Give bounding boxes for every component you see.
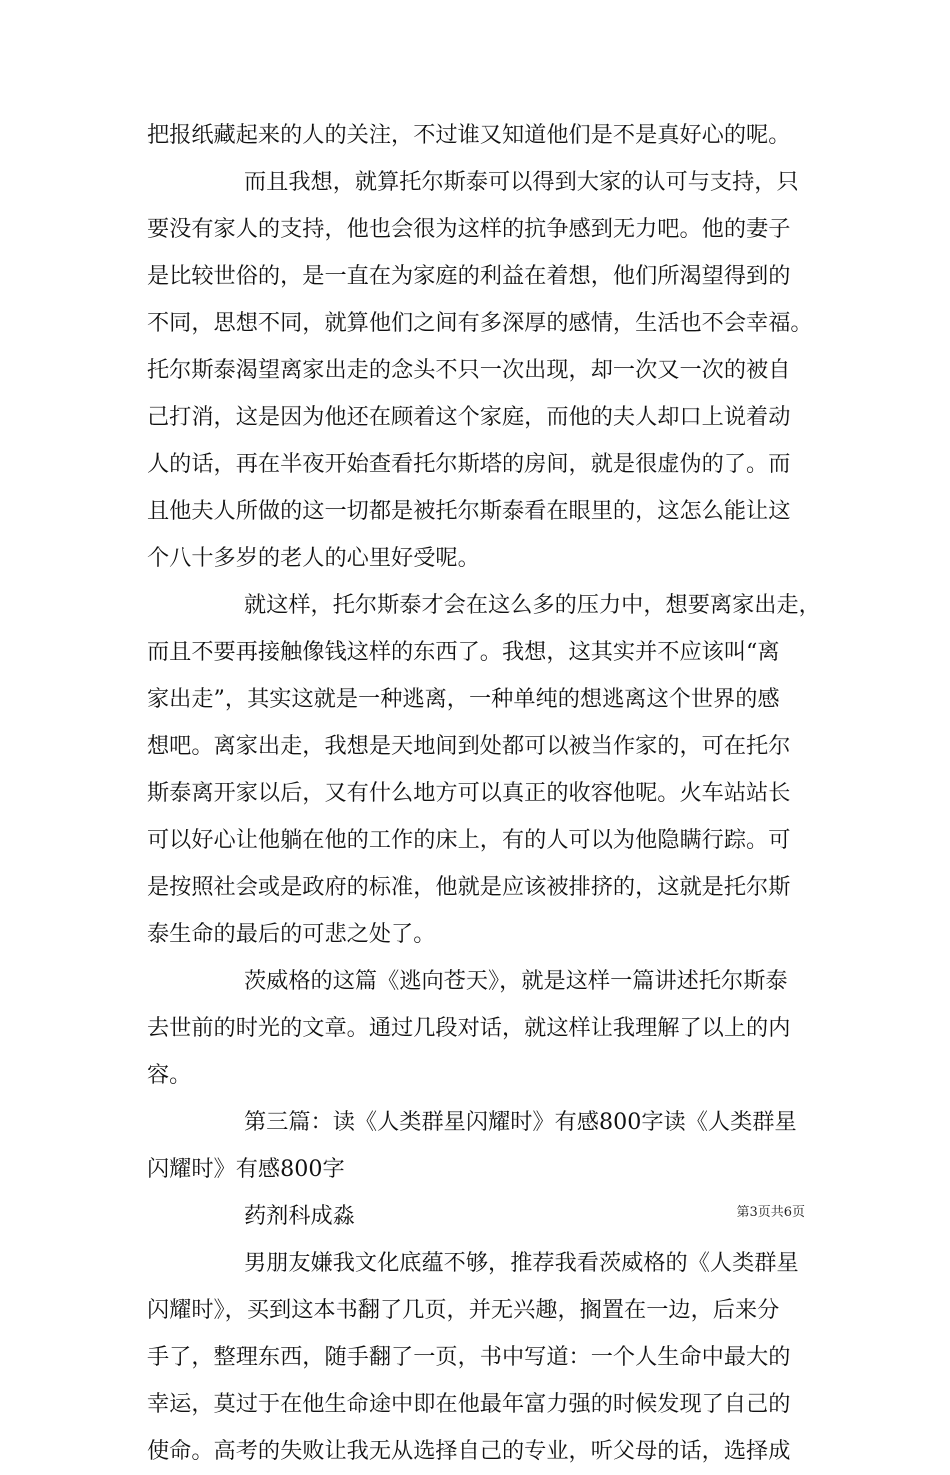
text-line: 可以好心让他躺在他的工作的床上，有的人可以为他隐瞒行踪。可 xyxy=(147,827,791,853)
page-number: 第3页共6页 xyxy=(736,1205,805,1220)
text-line: 人的话，再在半夜开始查看托尔斯塔的房间，就是很虚伪的了。而 xyxy=(147,451,791,477)
body-text xyxy=(147,112,823,1475)
paragraph-start-line: 男朋友嫌我文化底蕴不够，推荐我看茨威格的《人类群星 xyxy=(244,1250,799,1276)
text-line: 把报纸藏起来的人的关注，不过谁又知道他们是不是真好心的呢。 xyxy=(147,122,791,148)
paragraph-start-line: 就这样，托尔斯泰才会在这么多的压力中，想要离家出走， xyxy=(244,592,821,618)
paragraph-start-line: 茨威格的这篇《逃向苍天》，就是这样一篇讲述托尔斯泰 xyxy=(244,968,788,994)
text-line: 不同，思想不同，就算他们之间有多深厚的感情，生活也不会幸福。 xyxy=(147,310,813,336)
section-heading: 第三篇：读《人类群星闪耀时》有感800字读《人类群星 xyxy=(244,1109,797,1135)
text-line: 想吧。离家出走，我想是天地间到处都可以被当作家的，可在托尔 xyxy=(147,733,791,759)
section-heading-continued: 闪耀时》有感800字 xyxy=(147,1156,345,1182)
text-line: 而且不要再接触像钱这样的东西了。我想，这其实并不应该叫“离 xyxy=(147,639,780,665)
paragraph-start-line: 而且我想，就算托尔斯泰可以得到大家的认可与支持，只 xyxy=(244,169,799,195)
text-line: 己打消，这是因为他还在顾着这个家庭，而他的夫人却口上说着动 xyxy=(147,404,791,430)
author-line: 药剂科成淼 xyxy=(244,1203,355,1229)
text-line: 幸运，莫过于在他生命途中即在他最年富力强的时候发现了自己的 xyxy=(147,1391,791,1417)
text-line: 且他夫人所做的这一切都是被托尔斯泰看在眼里的，这怎么能让这 xyxy=(147,498,791,524)
text-line: 斯泰离开家以后，又有什么地方可以真正的收容他呢。火车站站长 xyxy=(147,780,791,806)
text-line: 使命。高考的失败让我无从选择自己的专业，听父母的话，选择成 xyxy=(147,1438,791,1464)
text-line: 个八十多岁的老人的心里好受呢。 xyxy=(147,545,480,571)
text-line: 去世前的时光的文章。通过几段对话，就这样让我理解了以上的内 xyxy=(147,1015,791,1041)
text-line: 闪耀时》，买到这本书翻了几页，并无兴趣，搁置在一边，后来分 xyxy=(147,1297,780,1323)
text-line: 是按照社会或是政府的标准，他就是应该被排挤的，这就是托尔斯 xyxy=(147,874,791,900)
text-line: 家出走”，其实这就是一种逃离，一种单纯的想逃离这个世界的感 xyxy=(147,686,780,712)
text-line: 容。 xyxy=(147,1062,192,1088)
text-line: 手了，整理东西，随手翻了一页，书中写道：一个人生命中最大的 xyxy=(147,1344,791,1370)
text-line: 是比较世俗的，是一直在为家庭的利益在着想，他们所渴望得到的 xyxy=(147,263,791,289)
text-line: 泰生命的最后的可悲之处了。 xyxy=(147,921,436,947)
text-line: 托尔斯泰渴望离家出走的念头不只一次出现，却一次又一次的被自 xyxy=(147,357,791,383)
text-line: 要没有家人的支持，他也会很为这样的抗争感到无力吧。他的妻子 xyxy=(147,216,791,242)
